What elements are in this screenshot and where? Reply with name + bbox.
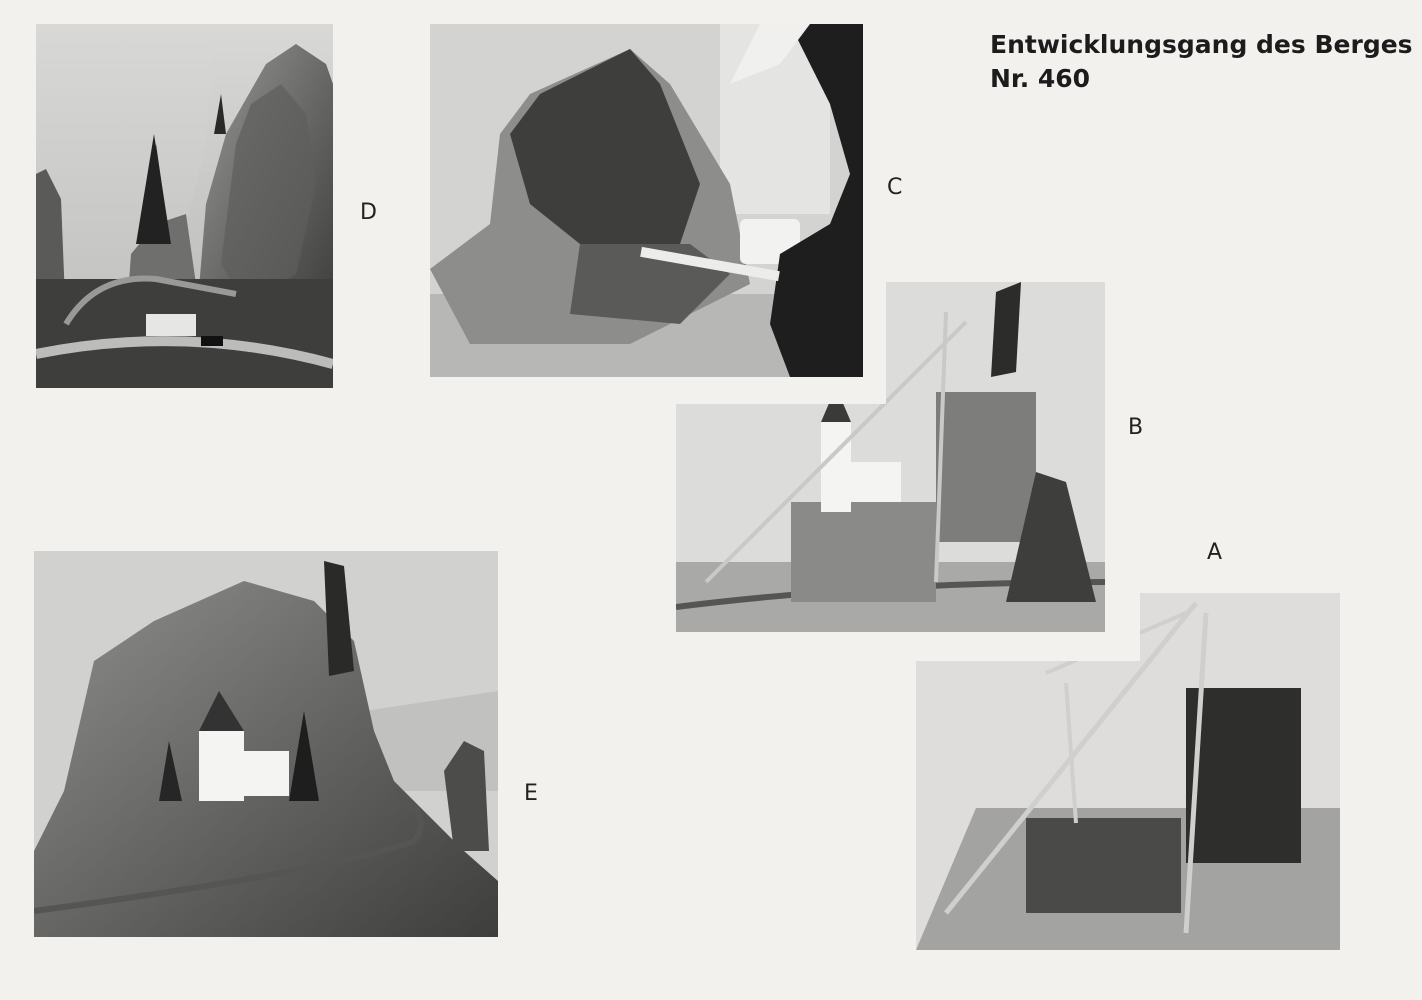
photo-e-image [34,551,498,937]
title-line-2: Nr. 460 [990,64,1091,93]
label-d: D [360,200,377,225]
photo-e [34,551,498,937]
photo-a-image [916,593,1340,950]
photo-a [916,593,1340,950]
title-line-1: Entwicklungsgang des Berges [990,30,1413,59]
photo-d-image [36,24,333,388]
label-a: A [1207,540,1223,565]
photo-d [36,24,333,388]
photo-c-image [430,24,863,377]
page-title [990,28,1413,96]
photo-c [430,24,863,377]
label-e: E [524,781,538,806]
label-c: C [887,175,903,200]
label-b: B [1128,415,1144,440]
